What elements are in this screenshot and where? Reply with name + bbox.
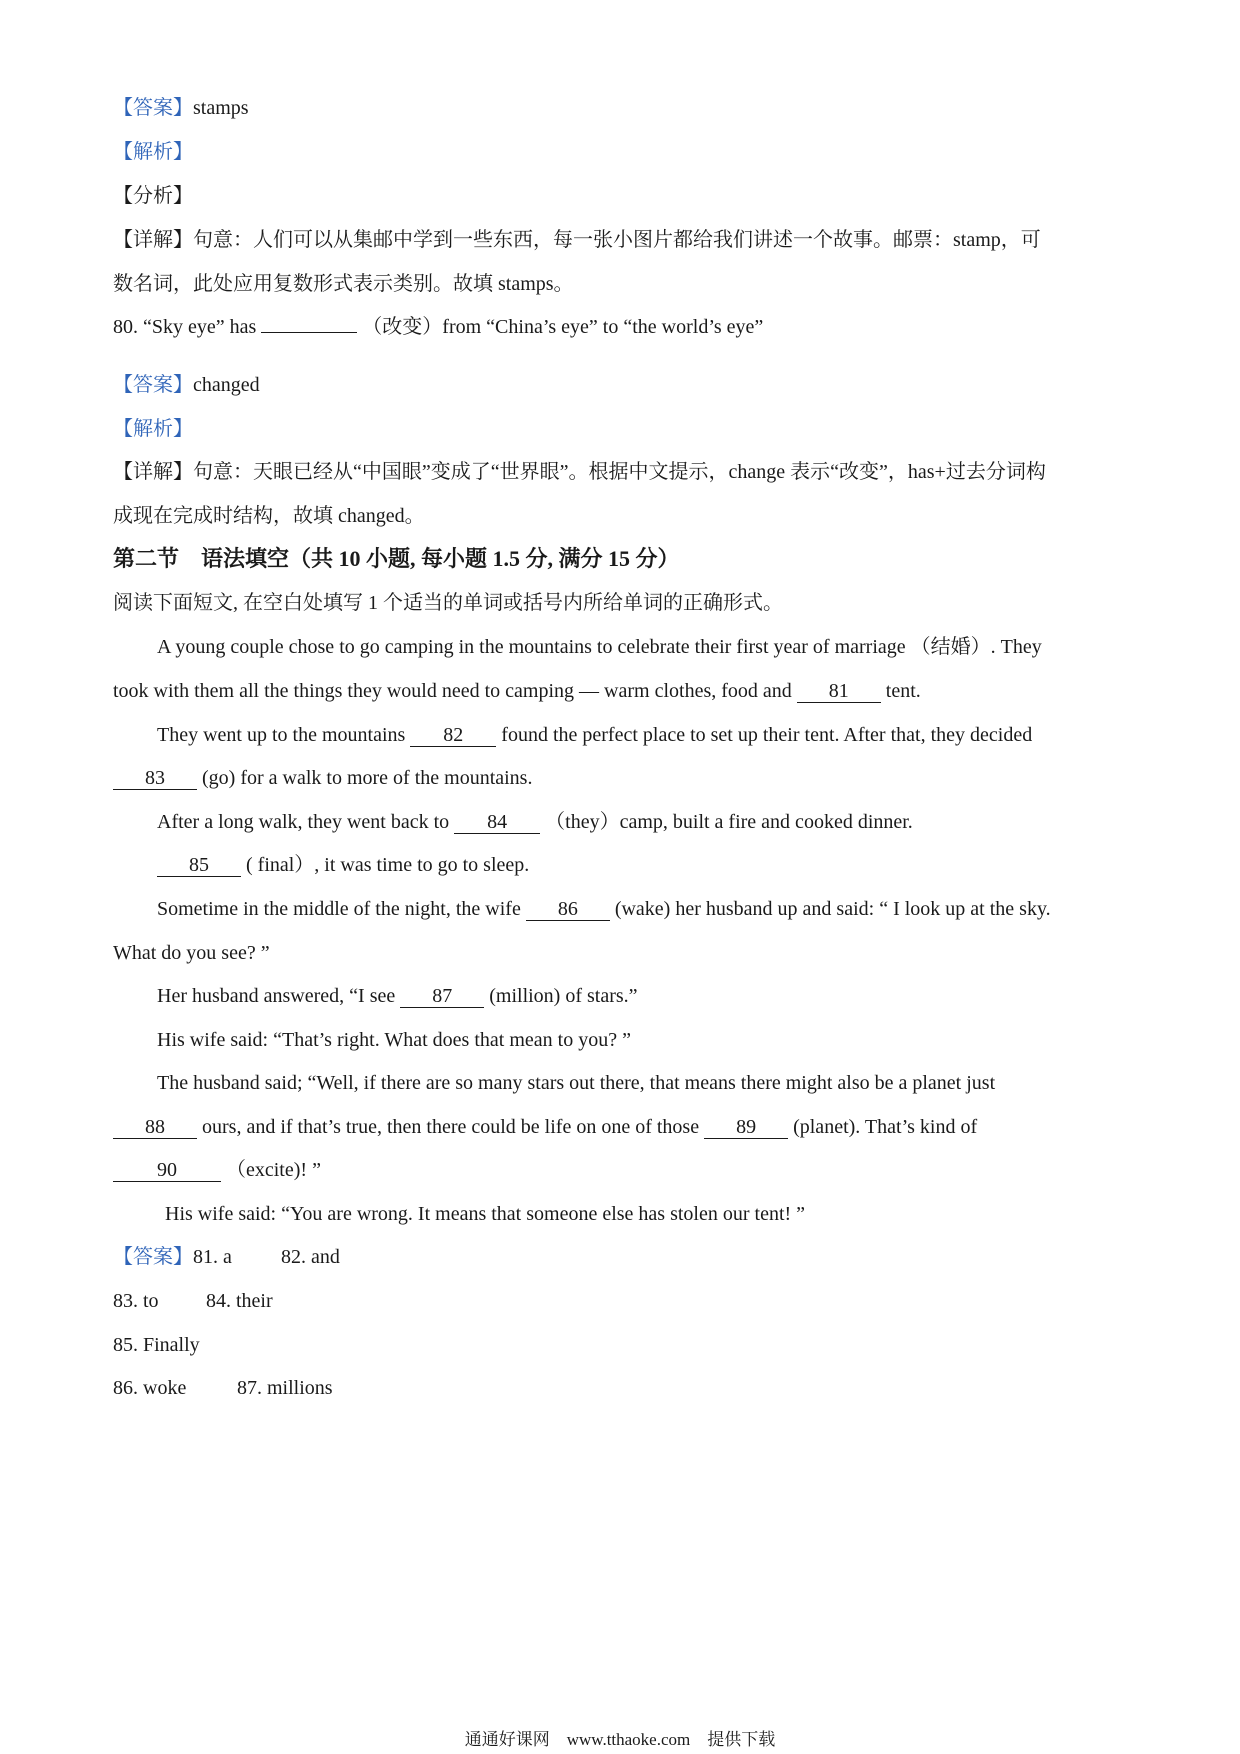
passage-text: (planet). That’s kind of [793, 1116, 978, 1138]
fenxi-tag: 【分析】 [113, 185, 193, 207]
passage-line-1: A young couple chose to go camping in the mountains to celebrate their first year of marriage （结婚）. They [157, 636, 1042, 658]
detail-tag: 【详解】 [113, 229, 193, 251]
q79-detail-line-2 [113, 271, 1133, 297]
q80-detail-line-1 [113, 459, 1133, 485]
passage-text: (go) for a walk to more of the mountains. [202, 767, 533, 789]
blank-82: 82 [410, 724, 496, 747]
blank-88: 88 [113, 1116, 197, 1139]
q79-answer-line [113, 95, 1133, 121]
page-footer: 通通好课网 www.tthaoke.com 提供下载 [464, 1730, 776, 1749]
blank-83: 83 [113, 767, 197, 790]
passage-line-3 [157, 722, 1133, 748]
answer-text: stamps [193, 97, 249, 119]
passage-text: ours, and if that’s true, then there could be life on one of those [202, 1116, 700, 1138]
passage-line-12 [113, 1114, 1133, 1140]
passage-text: After a long walk, they went back to [157, 811, 450, 833]
passage-text: ( final）, it was time to go to sleep. [246, 854, 530, 876]
answers-line-3 [113, 1332, 1133, 1358]
answer-83: 83. to [113, 1290, 159, 1312]
blank-90: 90 [113, 1159, 221, 1182]
passage-text: Her husband answered, “I see [157, 985, 396, 1007]
answer-81: 81. a [193, 1246, 232, 1268]
passage-line-14: His wife said: “You are wrong. It means that someone else has stolen our tent! ” [165, 1203, 806, 1225]
q80-answer-line [113, 372, 1133, 398]
answer-84: 84. their [206, 1290, 273, 1312]
passage-text: tent. [885, 680, 921, 702]
passage-line-11: The husband said; “Well, if there are so many stars out there, that means there might also be a planet just [157, 1072, 996, 1094]
blank-86: 86 [526, 898, 610, 921]
blank-89: 89 [704, 1116, 788, 1139]
q80-question-line [113, 314, 1133, 340]
q79-detail-line-1 [113, 227, 1133, 253]
answer-82: 82. and [281, 1246, 340, 1268]
blank-85: 85 [157, 854, 241, 877]
answer-text: changed [193, 374, 260, 396]
answer-tag: 【答案】 [113, 97, 193, 119]
blank-81: 81 [797, 680, 881, 703]
blank-87: 87 [400, 985, 484, 1008]
passage-text: （they）camp, built a fire and cooked dinner. [545, 811, 913, 833]
answer-85: 85. Finally [113, 1334, 200, 1356]
question-text: （改变）from “China’s eye” to “the world’s eye” [362, 316, 764, 338]
detail-text: 句意：天眼已经从“中国眼”变成了“世界眼”。根据中文提示，change 表示“改变”，has+过去分词构 [193, 461, 1046, 483]
section-instruction: 阅读下面短文, 在空白处填写 1 个适当的单词或括号内所给单词的正确形式。 [113, 592, 783, 614]
passage-line-4 [113, 765, 1133, 791]
analysis-tag: 【解析】 [113, 141, 193, 163]
detail-text: 数名词，此处应用复数形式表示类别。故填 stamps。 [113, 273, 574, 295]
passage-line-2 [113, 678, 1133, 704]
passage-line-7 [157, 896, 1133, 922]
q79-analysis-line [113, 139, 1133, 165]
passage-line-6 [157, 852, 1133, 878]
answers-line-2 [113, 1288, 1133, 1314]
answer-tag: 【答案】 [113, 374, 193, 396]
detail-text: 成现在完成时结构，故填 changed。 [113, 505, 425, 527]
passage-text: (wake) her husband up and said: “ I look up at the sky. [614, 898, 1051, 920]
blank-84: 84 [454, 811, 540, 834]
detail-tag: 【详解】 [113, 461, 193, 483]
blank-80 [261, 332, 357, 333]
passage-line-5 [157, 809, 1133, 835]
passage-text: Sometime in the middle of the night, the wife [157, 898, 521, 920]
detail-text: 句意：人们可以从集邮中学到一些东西，每一张小图片都给我们讲述一个故事。邮票：stamp，可 [193, 229, 1041, 251]
q80-analysis-line [113, 416, 1133, 442]
passage-line-10: His wife said: “That’s right. What does that mean to you? ” [157, 1029, 631, 1051]
question-text: 80. “Sky eye” has [113, 316, 257, 338]
answer-86: 86. woke [113, 1377, 187, 1399]
passage-text: took with them all the things they would need to camping — warm clothes, food and [113, 680, 792, 702]
passage-text: They went up to the mountains [157, 724, 406, 746]
passage-line-8: What do you see? ” [113, 942, 270, 964]
passage-line-9 [157, 983, 1133, 1009]
answer-87: 87. millions [237, 1377, 333, 1399]
answers-line-4 [113, 1375, 1133, 1401]
answers-line-1 [113, 1244, 1133, 1270]
passage-text: （excite)! ” [226, 1159, 321, 1181]
analysis-tag: 【解析】 [113, 418, 193, 440]
passage-line-13 [113, 1157, 1133, 1183]
q80-detail-line-2 [113, 503, 1133, 529]
passage-text: found the perfect place to set up their tent. After that, they decided [501, 724, 1033, 746]
q79-fenxi-line [113, 183, 1133, 209]
passage-text: (million) of stars.” [489, 985, 638, 1007]
answer-tag: 【答案】 [113, 1246, 193, 1268]
section-heading: 第二节 语法填空（共 10 小题, 每小题 1.5 分, 满分 15 分） [113, 546, 680, 571]
